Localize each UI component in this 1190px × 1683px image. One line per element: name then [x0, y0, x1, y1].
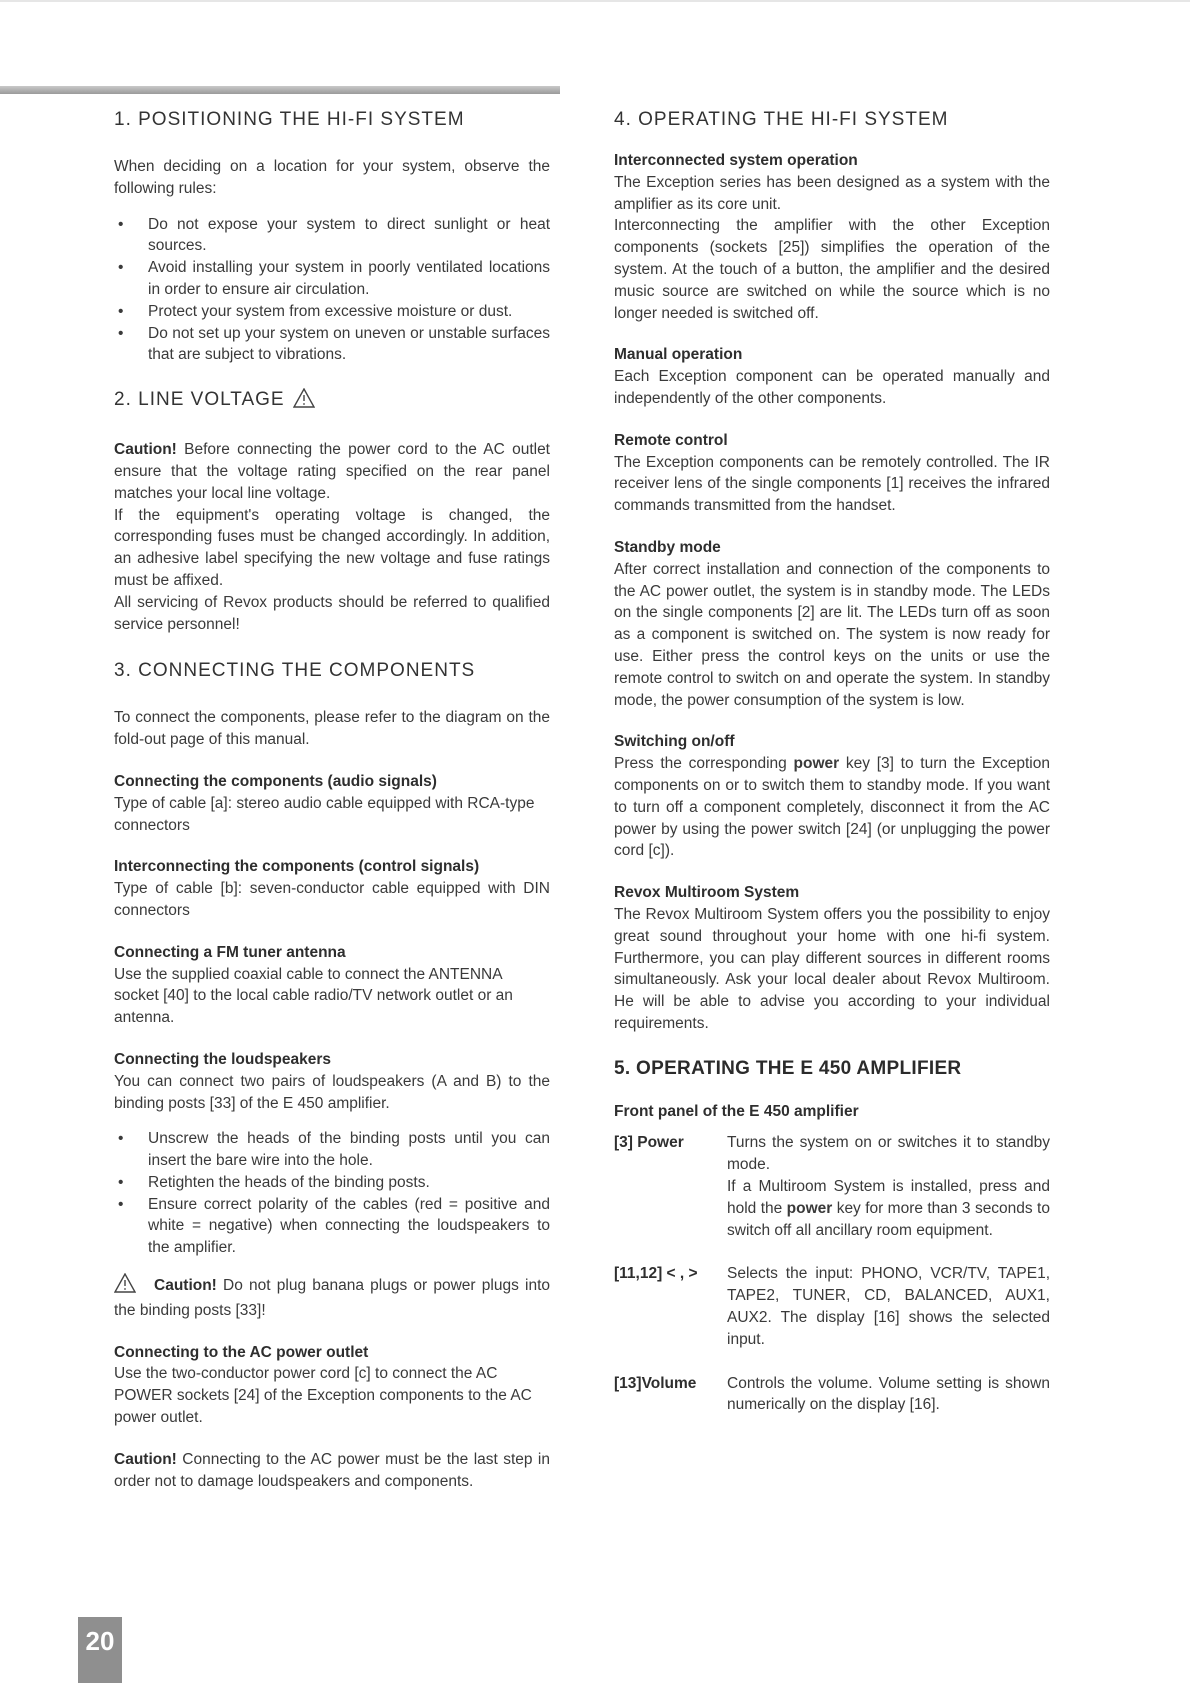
standby-mode-text: After correct installation and connection of the components to the AC power outlet, the system is in standby mode. The LEDs on the single components [2] are lit. The LEDs turn off as soon as a component is switched on. The system is now ready for use. Either press the control keys on the units or use the remote control to switch on and operate the system. In standby mode, the power consumption of the system is low.: [614, 560, 1050, 709]
fm-antenna-heading: Connecting a FM tuner antenna: [114, 943, 346, 961]
caution-label: Caution!: [114, 1450, 177, 1468]
caution-text: Before connecting the power cord to the AC outlet ensure that the voltage rating specified on the rear panel matches your local line voltage.: [114, 441, 550, 502]
caution-label: Caution!: [154, 1277, 217, 1295]
audio-signals-text: Type of cable [a]: stereo audio cable equipped with RCA-type connectors: [114, 794, 535, 834]
list-item: • Do not expose your system to direct sunlight or heat sources.: [114, 214, 550, 258]
header-bar: [0, 86, 560, 94]
ac-outlet-heading: Connecting to the AC power outlet: [114, 1343, 369, 1361]
fm-antenna-text: Use the supplied coaxial cable to connect the ANTENNA socket [40] to the local cable radio/TV network outlet or an antenna.: [114, 965, 513, 1027]
page-number: 20: [78, 1617, 122, 1683]
left-column: [114, 108, 550, 1492]
interconnected-heading: Interconnected system operation: [614, 152, 858, 169]
list-item: • Ensure correct polarity of the cables (red = positive and white = negative) when connecting the loudspeakers to the amplifier.: [114, 1194, 550, 1259]
front-panel-table: [614, 1132, 1050, 1438]
power-control-label: [3] Power: [614, 1134, 684, 1152]
control-signals-text: Type of cable [b]: seven-conductor cable equipped with DIN connectors: [114, 880, 550, 919]
section-5-title: 5. OPERATING THE E 450 AMPLIFIER: [614, 1057, 962, 1079]
list-item: • Avoid installing your system in poorly ventilated locations in order to ensure air circulation.: [114, 257, 550, 301]
input-selector-desc: Selects the input: PHONO, VCR/TV, TAPE1, TAPE2, TUNER, CD, BALANCED, AUX1, AUX2. The display [16] shows the selected input.: [727, 1265, 1050, 1348]
interconnected-text-2: Interconnecting the amplifier with the other Exception components (sockets [25]) simplifies the operation of the system. At the touch of a button, the amplifier and the desired music source are switched on while the source which is no longer needed is switched off.: [614, 217, 1050, 322]
caution-text: Do not plug banana plugs or power plugs into the binding posts [33]!: [114, 1277, 550, 1319]
interconnected-text-1: The Exception series has been designed as a system with the amplifier as its core unit.: [614, 173, 1050, 213]
switching-text-pre: Press the corresponding: [614, 755, 787, 773]
table-row: [614, 1263, 1050, 1372]
caution-label: Caution!: [114, 441, 177, 459]
ac-outlet-text: Use the two-conductor power cord [c] to connect the AC POWER sockets [24] of the Exception components to the AC power outlet.: [114, 1365, 532, 1427]
loudspeakers-text: You can connect two pairs of loudspeakers (A and B) to the binding posts [33] of the E 450 amplifier.: [114, 1072, 550, 1112]
top-edge-line: [0, 0, 1190, 2]
remote-control-heading: Remote control: [614, 431, 728, 449]
line-voltage-caution: [114, 439, 550, 504]
manual-operation-heading: Manual operation: [614, 346, 743, 364]
list-item: • Protect your system from excessive moisture or dust.: [114, 301, 550, 323]
volume-control-label: [13]Volume: [614, 1374, 697, 1392]
section-2-title: [114, 388, 550, 415]
power-key-label: power: [793, 755, 840, 773]
power-control-desc: [727, 1132, 1050, 1263]
list-item: • Do not set up your system on uneven or unstable surfaces that are subject to vibrations.: [114, 323, 550, 367]
control-signals-heading: Interconnecting the components (control signals): [114, 858, 480, 876]
list-item: • Retighten the heads of the binding posts.: [114, 1172, 550, 1194]
power-desc-2: [727, 1176, 1050, 1241]
power-desc-2-pre: If a Multiroom System is installed, press and hold the: [727, 1178, 1050, 1217]
section-1-bullets: [114, 214, 550, 367]
table-row: [614, 1132, 1050, 1263]
section-2-title-text: 2. LINE VOLTAGE: [114, 389, 285, 411]
warning-icon: [114, 1273, 136, 1300]
switching-heading: Switching on/off: [614, 733, 735, 751]
list-item: • Unscrew the heads of the binding posts until you can insert the bare wire into the hole.: [114, 1128, 550, 1172]
power-desc-1: Turns the system on or switches it to standby mode.: [727, 1134, 1050, 1174]
audio-signals-heading: Connecting the components (audio signals): [114, 772, 437, 790]
power-desc-2-post: key for more than 3 seconds to switch off all ancillary room equipment.: [727, 1199, 1050, 1239]
loudspeakers-bullets: [114, 1128, 550, 1259]
section-1-title: 1. POSITIONING THE HI-FI SYSTEM: [114, 109, 465, 130]
front-panel-heading: Front panel of the E 450 amplifier: [614, 1102, 859, 1120]
loudspeakers-heading: Connecting the loudspeakers: [114, 1050, 332, 1068]
section-1-intro: When deciding on a location for your system, observe the following rules:: [114, 158, 550, 197]
line-voltage-fuse-text: If the equipment's operating voltage is changed, the corresponding fuses must be changed accordingly. In addition, an adhesive label specifying the new voltage and fuse ratings must be affixed.: [114, 506, 550, 589]
warning-icon: [293, 388, 315, 415]
line-voltage-service-text: All servicing of Revox products should be referred to qualified service personnel!: [114, 593, 550, 633]
remote-control-text: The Exception components can be remotely controlled. The IR receiver lens of the single components [1] receives the infrared commands transmitted from the handset.: [614, 453, 1050, 515]
manual-operation-text: Each Exception component can be operated manually and independently of the other components.: [614, 368, 1050, 407]
caution-text: Connecting to the AC power must be the last step in order not to damage loudspeakers and components.: [114, 1450, 550, 1490]
section-4-title: 4. OPERATING THE HI-FI SYSTEM: [614, 109, 949, 130]
section-3-intro: To connect the components, please refer to the diagram on the fold-out page of this manual.: [114, 709, 550, 749]
switching-text: [614, 753, 1050, 862]
input-selector-label: [11,12] < , >: [614, 1265, 698, 1283]
multiroom-text: The Revox Multiroom System offers you the possibility to enjoy great sound throughout your home with one hi-fi system. Furthermore, you can play different sources in different rooms simultaneously. Ask your local dealer about Revox Multiroom. He will be able to advise you according to your individual requirements.: [614, 905, 1050, 1032]
switching-text-post: key [3] to turn the Exception components on or to switch them to standby mode. If you want to turn off a component completely, disconnect it from the AC power by using the power switch [24] (or unplugging the power cord [c]).: [614, 755, 1050, 860]
multiroom-heading: Revox Multiroom System: [614, 884, 800, 902]
ac-outlet-caution: [114, 1449, 550, 1493]
power-key-label: power: [786, 1199, 833, 1217]
table-row: [614, 1373, 1050, 1439]
section-3-title: 3. CONNECTING THE COMPONENTS: [114, 660, 476, 682]
volume-control-desc: Controls the volume. Volume setting is shown numerically on the display [16].: [727, 1374, 1050, 1414]
standby-mode-heading: Standby mode: [614, 538, 721, 556]
binding-posts-caution: [114, 1273, 550, 1322]
right-column: [614, 108, 1050, 1438]
